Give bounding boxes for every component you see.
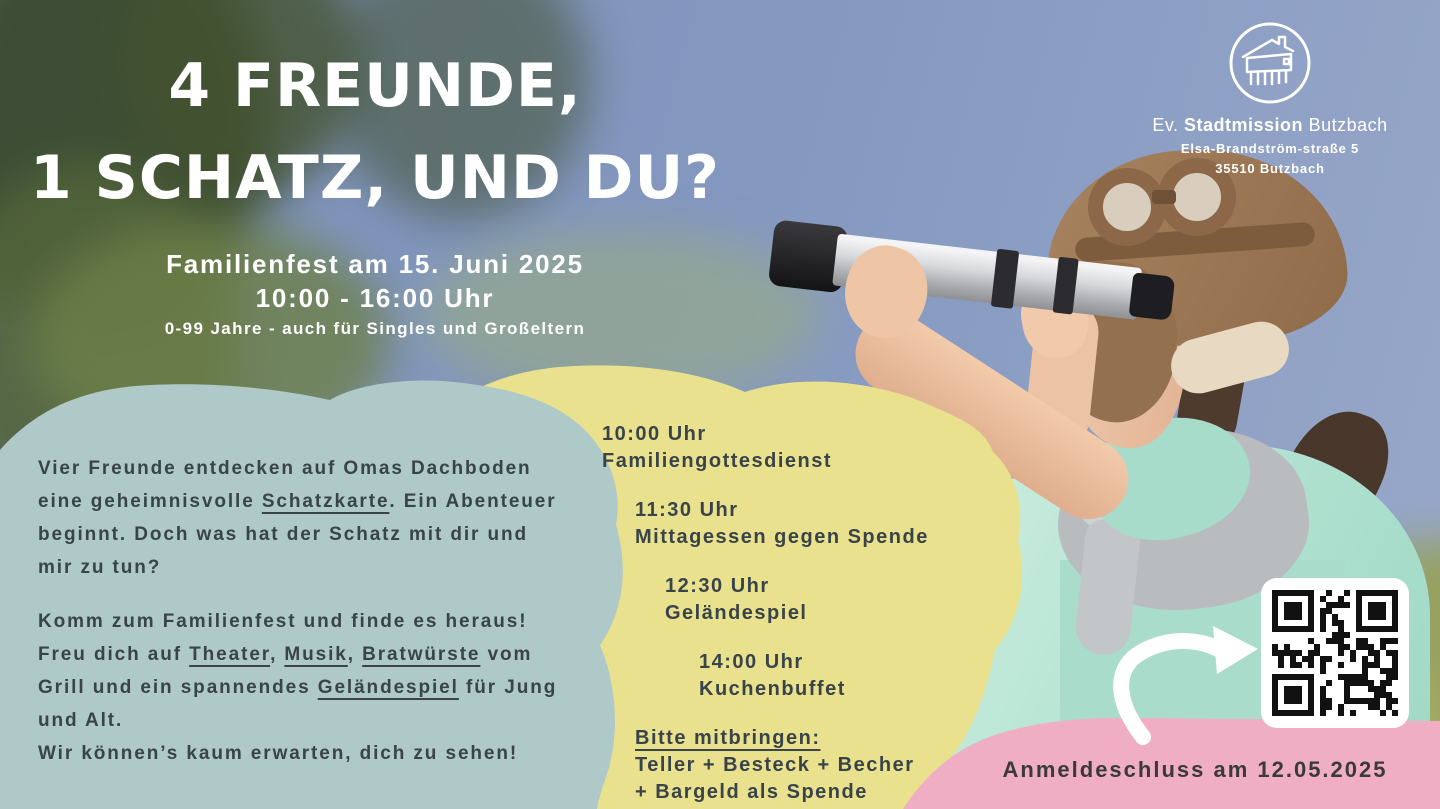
text-segment: vom Grill und ein spannendes [38, 644, 533, 698]
underlined-word: Geländespiel [317, 677, 459, 698]
text-segment: , [347, 644, 363, 665]
qr-card [1261, 578, 1409, 728]
intro-paragraph-2 [38, 605, 563, 770]
underlined-word: Theater [189, 644, 271, 665]
title-line-2: 1 SCHATZ, UND DU? [30, 143, 720, 213]
org-name-bold: Stadtmission [1184, 115, 1304, 135]
text-segment: Vier Freunde entdecken auf Omas Dachboden eine geheimnisvolle [38, 458, 532, 512]
org-name-suffix: Butzbach [1303, 115, 1388, 135]
event-time: 10:00 - 16:00 Uhr [255, 283, 495, 313]
org-name-prefix: Ev. [1152, 115, 1185, 135]
page-title [20, 40, 730, 224]
bring-list [635, 725, 929, 806]
organisation-address [1115, 139, 1425, 179]
schedule-time: 12:30 Uhr [665, 575, 770, 597]
text-segment: Wir können’s kaum erwarten, dich zu sehen! [38, 743, 519, 764]
qr-code [1272, 590, 1398, 716]
schedule-item [699, 649, 929, 703]
text-segment: . Ein Abenteuer beginnt. Doch was hat der Schatz mit dir und mir zu tun? [38, 491, 557, 578]
event-subtitle [70, 247, 680, 341]
title-line-1: 4 FREUNDE, [168, 51, 582, 121]
schedule-time: 10:00 Uhr [602, 423, 707, 445]
organisation-name [1115, 115, 1425, 136]
schedule-time: 14:00 Uhr [699, 651, 804, 673]
bring-heading: Bitte mitbringen: [635, 727, 821, 749]
event-audience: 0-99 Jahre - auch für Singles und Großeltern [164, 319, 586, 338]
schedule-time: 11:30 Uhr [635, 499, 739, 521]
bring-line: + Bargeld als Spende [635, 781, 868, 803]
schedule [602, 421, 929, 806]
house-logo-icon [1227, 20, 1313, 106]
intro-text [38, 452, 563, 791]
underlined-word: Bratwürste [362, 644, 481, 665]
intro-paragraph-1 [38, 452, 563, 584]
schedule-item [665, 573, 929, 627]
address-street: Elsa-Brandström-straße 5 [1180, 141, 1360, 156]
schedule-label: Geländespiel [665, 602, 808, 624]
schedule-item [635, 497, 929, 551]
text-segment: , [270, 644, 285, 665]
bring-line: Teller + Besteck + Becher [635, 754, 915, 776]
schedule-label: Familiengottesdienst [602, 450, 833, 472]
schedule-item [602, 421, 929, 475]
text-segment: Komm zum Familienfest und finde es heraus! Freu dich auf [38, 611, 528, 665]
text-segment: für Jung und Alt. [38, 677, 558, 731]
underlined-word: Schatzkarte [261, 491, 390, 512]
organisation-block [1115, 20, 1425, 179]
schedule-label: Mittagessen gegen Spende [635, 526, 929, 548]
schedule-label: Kuchenbuffet [699, 678, 846, 700]
underlined-word: Musik [284, 644, 348, 665]
registration-deadline: Anmeldeschluss am 12.05.2025 [1002, 757, 1388, 782]
event-name-date: Familienfest am 15. Juni 2025 [166, 249, 584, 279]
address-city: 35510 Butzbach [1215, 161, 1325, 176]
